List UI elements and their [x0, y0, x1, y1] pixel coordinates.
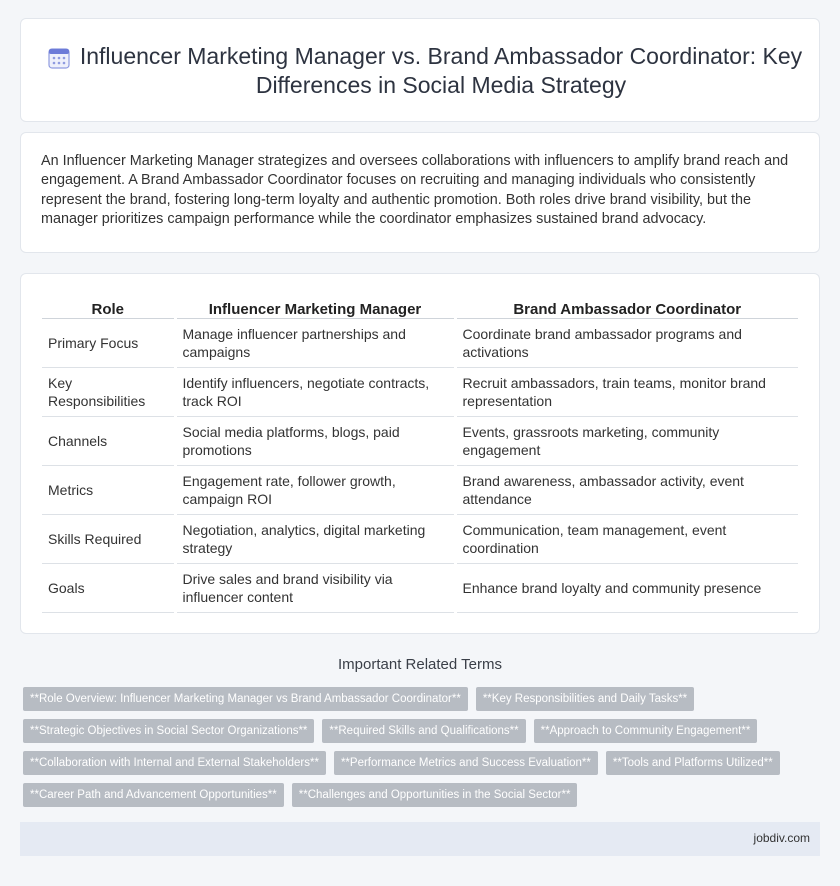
- table-row: [42, 466, 798, 515]
- cell-coordinator: Recruit ambassadors, train teams, monitor brand representation: [455, 368, 798, 417]
- table-row: [42, 319, 798, 368]
- cell-manager: Engagement rate, follower growth, campaign ROI: [175, 466, 455, 515]
- table-row: [42, 417, 798, 466]
- related-term-tag[interactable]: **Performance Metrics and Success Evaluation**: [334, 751, 598, 775]
- related-term-tag[interactable]: **Collaboration with Internal and External Stakeholders**: [23, 751, 326, 775]
- related-terms-title: Important Related Terms: [338, 656, 502, 673]
- cell-coordinator: Enhance brand loyalty and community presence: [455, 564, 798, 613]
- related-term-tag[interactable]: **Key Responsibilities and Daily Tasks**: [476, 687, 694, 711]
- related-term-tag[interactable]: **Role Overview: Influencer Marketing Manager vs Brand Ambassador Coordinator**: [23, 687, 468, 711]
- header-role: Role: [42, 296, 175, 319]
- header-influencer-marketing-manager: Influencer Marketing Manager: [175, 296, 455, 319]
- cell-coordinator: Brand awareness, ambassador activity, event attendance: [455, 466, 798, 515]
- cell-manager: Negotiation, analytics, digital marketing strategy: [175, 515, 455, 564]
- cell-coordinator: Communication, team management, event coordination: [455, 515, 798, 564]
- row-label: Skills Required: [42, 515, 175, 564]
- table-row: [42, 515, 798, 564]
- page-title: Influencer Marketing Manager vs. Brand Ambassador Coordinator: Key Differences in Social Media Strategy: [79, 43, 803, 98]
- comparison-table-card: [20, 273, 820, 634]
- cell-manager: Identify influencers, negotiate contracts, track ROI: [175, 368, 455, 417]
- row-label: Channels: [42, 417, 175, 466]
- footer-site-link[interactable]: jobdiv.com: [753, 831, 810, 845]
- related-term-tag[interactable]: **Required Skills and Qualifications**: [322, 719, 525, 743]
- cell-manager: Drive sales and brand visibility via influencer content: [175, 564, 455, 613]
- table-row: [42, 368, 798, 417]
- related-term-tag[interactable]: **Challenges and Opportunities in the Social Sector**: [292, 783, 578, 807]
- row-label: Metrics: [42, 466, 175, 515]
- related-term-tag[interactable]: **Approach to Community Engagement**: [534, 719, 758, 743]
- intro-card: [20, 132, 820, 253]
- row-label: Goals: [42, 564, 175, 613]
- cell-manager: Social media platforms, blogs, paid promotions: [175, 417, 455, 466]
- footer: [20, 822, 820, 856]
- intro-paragraph: An Influencer Marketing Manager strategizes and oversees collaborations with influencers to amplify brand reach and engagement. A Brand Ambassador Coordinator focuses on recruiting and managing individuals who consistently represent the brand, fostering long-term loyalty and authentic promotion. Both roles drive brand visibility, but the manager prioritizes campaign performance while the coordinator emphasizes sustained brand advocacy.: [41, 153, 789, 228]
- related-terms-list: [23, 687, 813, 807]
- cell-manager: Manage influencer partnerships and campaigns: [175, 319, 455, 368]
- header-brand-ambassador-coordinator: Brand Ambassador Coordinator: [455, 296, 798, 319]
- row-label: Key Responsibilities: [42, 368, 175, 417]
- related-term-tag[interactable]: **Career Path and Advancement Opportunities**: [23, 783, 284, 807]
- row-label: Primary Focus: [42, 319, 175, 368]
- cell-coordinator: Events, grassroots marketing, community engagement: [455, 417, 798, 466]
- cell-coordinator: Coordinate brand ambassador programs and activations: [455, 319, 798, 368]
- table-row: [42, 564, 798, 613]
- header-card: [20, 18, 820, 122]
- table-header-row: [42, 296, 798, 319]
- related-term-tag[interactable]: **Strategic Objectives in Social Sector Organizations**: [23, 719, 314, 743]
- comparison-table: [42, 296, 798, 613]
- related-term-tag[interactable]: **Tools and Platforms Utilized**: [606, 751, 780, 775]
